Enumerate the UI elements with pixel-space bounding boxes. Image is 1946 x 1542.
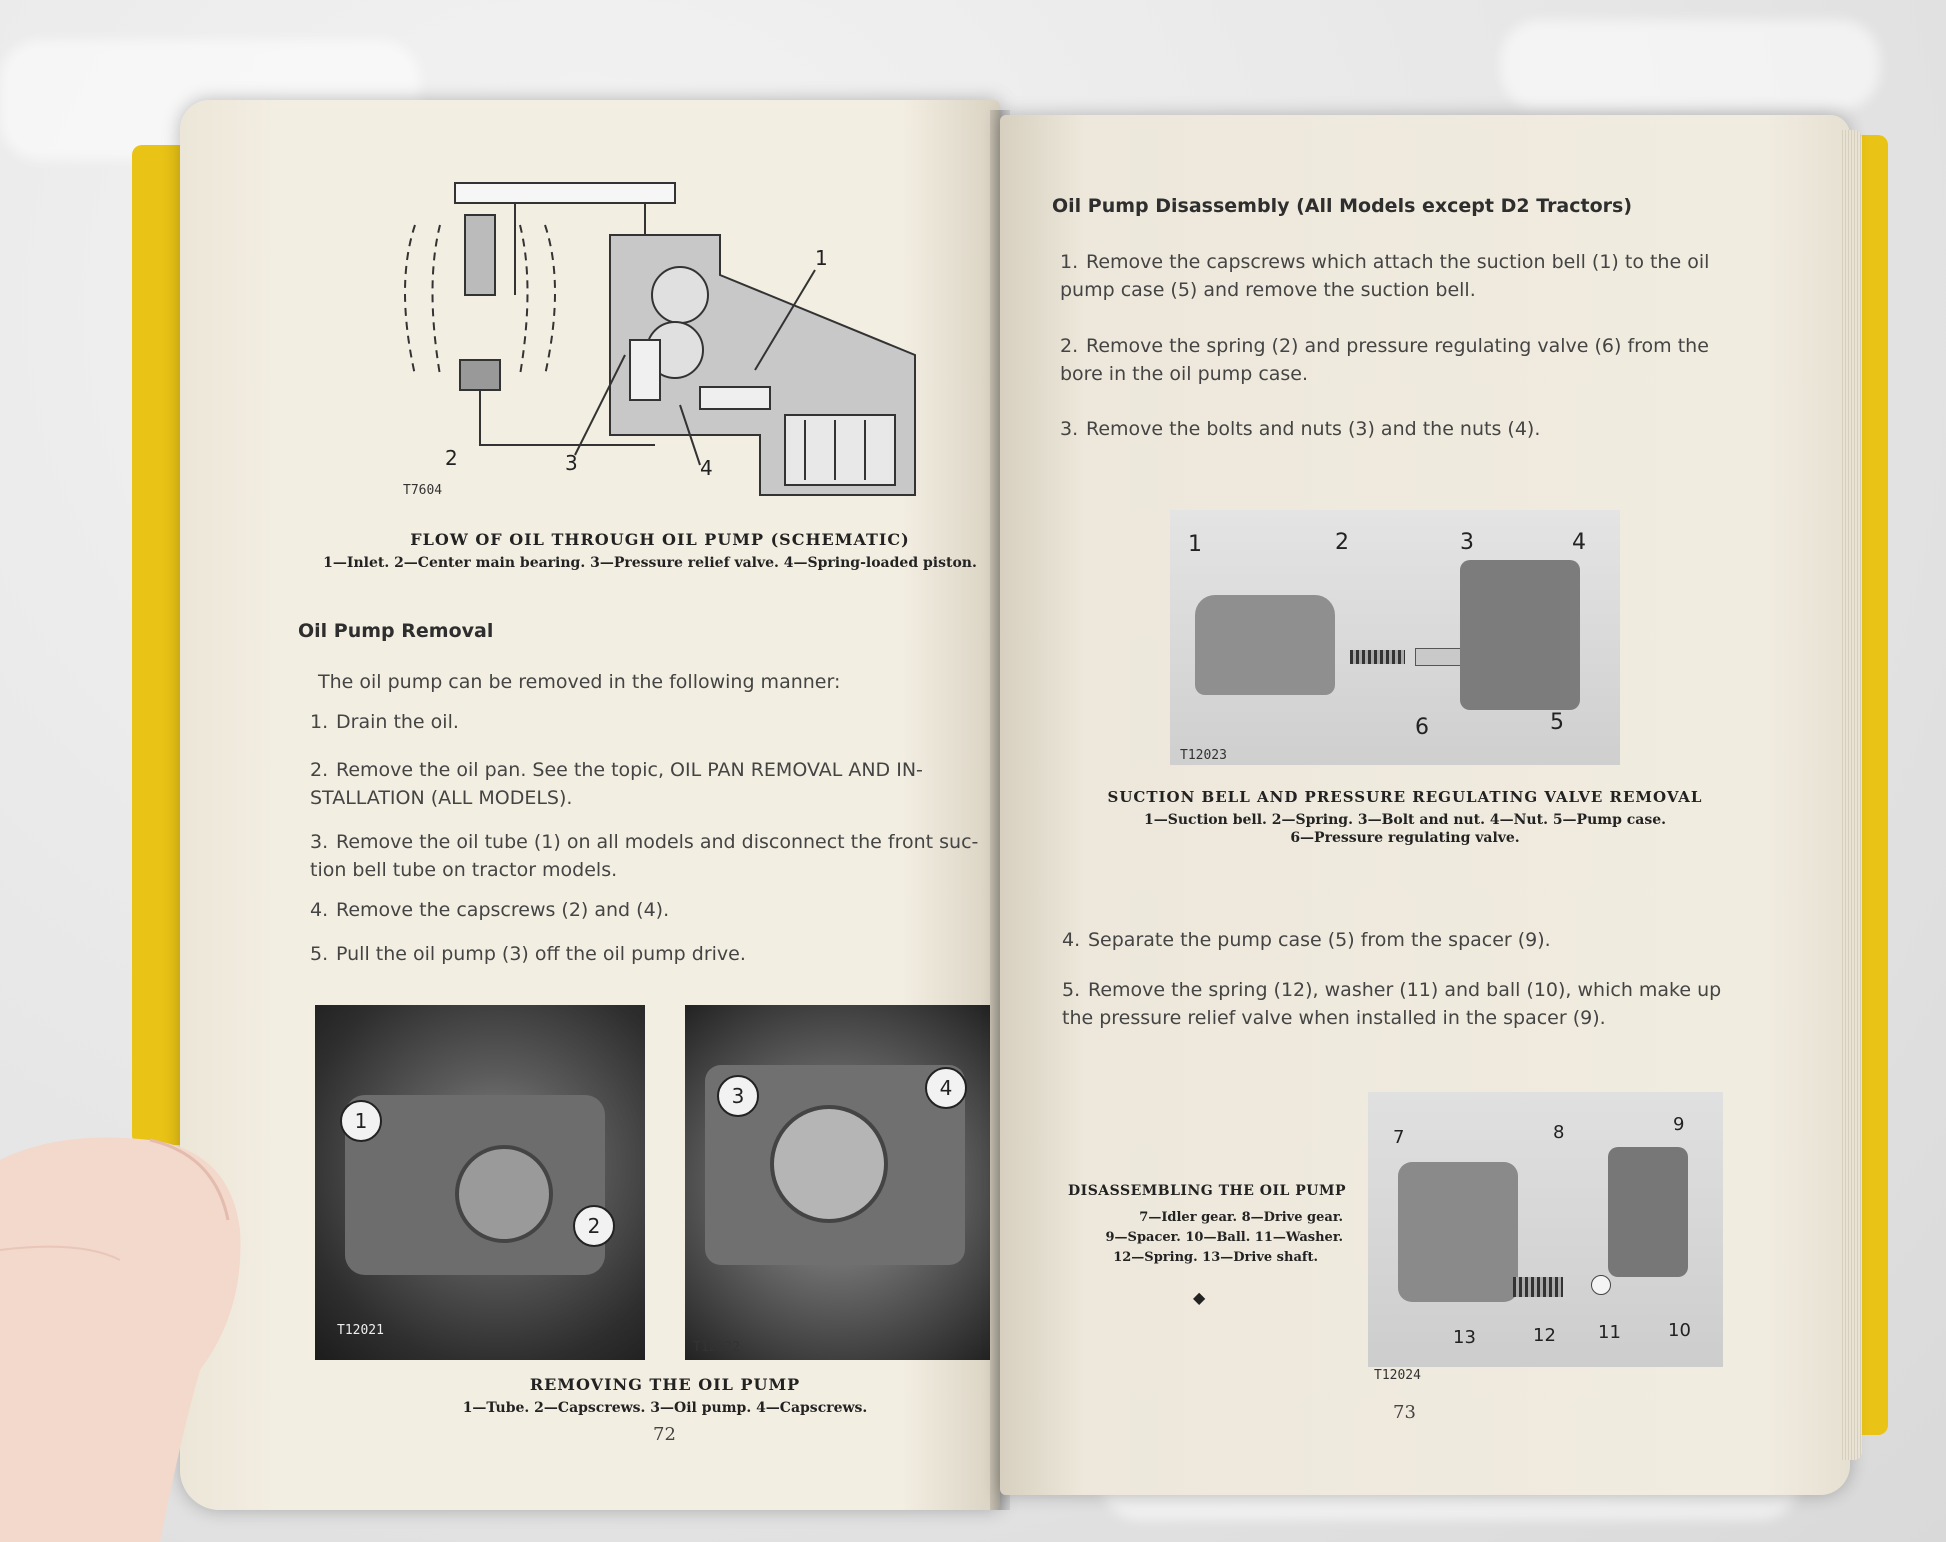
label-13: 13 — [1453, 1327, 1476, 1348]
label-7: 7 — [1393, 1127, 1405, 1148]
photo-removing-pump-2 — [685, 1005, 990, 1360]
label-8: 8 — [1553, 1122, 1565, 1143]
oil-pump-shape — [455, 1145, 553, 1243]
removing-pump-legend: 1—Tube. 2—Capscrews. 3—Oil pump. 4—Capscrews. — [462, 1400, 868, 1416]
disassembly-step-1: 1. Remove the capscrews which attach the suction bell (1) to the oil pump case (5) and remove the suction bell. — [1060, 251, 1710, 301]
schematic-label-4: 4 — [700, 456, 713, 480]
label-1: 1 — [1188, 532, 1202, 557]
callout-1: 1 — [340, 1100, 382, 1142]
page-stack-edge — [1840, 130, 1862, 1460]
oil-flow-schematic — [395, 175, 935, 515]
schematic-legend: 1—Inlet. 2—Center main bearing. 3—Pressure relief valve. 4—Spring-loaded piston. — [323, 555, 977, 571]
disassembling-legend-3: 12—Spring. 13—Drive shaft. — [1113, 1250, 1318, 1265]
removal-step-1: 1. Drain the oil. — [310, 711, 459, 733]
label-6: 6 — [1415, 715, 1429, 740]
schematic-label-2: 2 — [445, 446, 458, 470]
callout-3: 3 — [717, 1075, 759, 1117]
schematic-label-1: 1 — [815, 246, 828, 270]
oil-pump-disassembly-heading: Oil Pump Disassembly (All Models except D2 Tractors) — [1052, 195, 1633, 217]
photo-suction-bell-removal — [1170, 510, 1620, 765]
suction-bell-title: SUCTION BELL AND PRESSURE REGULATING VALVE REMOVAL — [1107, 788, 1703, 806]
spring-shape — [1513, 1277, 1563, 1297]
photo-removing-pump-1 — [315, 1005, 645, 1360]
label-4: 4 — [1572, 530, 1586, 555]
label-2: 2 — [1335, 530, 1349, 555]
page-number-right: 73 — [1393, 1402, 1416, 1423]
valve-shape — [1415, 648, 1462, 666]
label-9: 9 — [1673, 1114, 1685, 1135]
photo-code-2: T12022 — [693, 1340, 740, 1355]
callout-4: 4 — [925, 1067, 967, 1109]
oil-pump-removal-heading: Oil Pump Removal — [298, 620, 494, 642]
suction-bell-legend-2: 6—Pressure regulating valve. — [1290, 830, 1520, 846]
spacer-shape — [1608, 1147, 1688, 1277]
disassembling-title: DISASSEMBLING THE OIL PUMP — [1068, 1183, 1347, 1199]
suction-bell-legend-1: 1—Suction bell. 2—Spring. 3—Bolt and nut. 4—Nut. 5—Pump case. — [1143, 812, 1667, 828]
sheet-fold — [1500, 20, 1880, 110]
label-5: 5 — [1550, 710, 1564, 735]
oil-pump-shape — [770, 1105, 888, 1223]
disassembly-step-4: 4. Separate the pump case (5) from the spacer (9). — [1062, 929, 1551, 951]
removal-step-5: 5. Pull the oil pump (3) off the oil pump drive. — [310, 943, 746, 965]
disassembly-step-3: 3. Remove the bolts and nuts (3) and the nuts (4). — [1060, 418, 1541, 440]
schematic-code: T7604 — [403, 483, 443, 498]
disassembly-step-2: 2. Remove the spring (2) and pressure regulating valve (6) from the bore in the oil pump case. — [1060, 335, 1709, 385]
removal-step-2: 2. Remove the oil pan. See the topic, OIL PAN REMOVAL AND IN-STALLATION (ALL MODELS). — [310, 759, 923, 809]
suction-bell-shape — [1195, 595, 1335, 695]
page-number-left: 72 — [653, 1424, 676, 1445]
photo-disassembling-pump — [1368, 1092, 1723, 1383]
disassembly-step-5: 5. Remove the spring (12), washer (11) and ball (10), which make up the pressure relief valve when installed in the spacer (9). — [1062, 979, 1722, 1029]
schematic-label-3: 3 — [565, 451, 578, 475]
removal-intro: The oil pump can be removed in the following manner: — [318, 671, 841, 693]
label-3: 3 — [1460, 530, 1474, 555]
photo-code-4: T12024 — [1374, 1368, 1421, 1383]
pump-case-shape — [1398, 1162, 1518, 1302]
schematic-title: FLOW OF OIL THROUGH OIL PUMP (SCHEMATIC) — [410, 530, 910, 549]
label-10: 10 — [1668, 1320, 1691, 1341]
label-11: 11 — [1598, 1322, 1621, 1343]
ball-shape — [1591, 1275, 1611, 1295]
hand — [0, 1110, 260, 1542]
label-12: 12 — [1533, 1325, 1556, 1346]
callout-2: 2 — [573, 1205, 615, 1247]
removal-step-3: 3. Remove the oil tube (1) on all models and disconnect the front suc-tion bell tube on tractor models. — [310, 831, 979, 881]
removal-step-4: 4. Remove the capscrews (2) and (4). — [310, 899, 670, 921]
pump-case-shape — [1460, 560, 1580, 710]
spring-shape — [1350, 650, 1405, 664]
photo-code-3: T12023 — [1180, 748, 1227, 763]
photo-code-1: T12021 — [337, 1323, 384, 1338]
diamond-bullet: ◆ — [1193, 1288, 1206, 1307]
disassembling-legend-2: 9—Spacer. 10—Ball. 11—Washer. — [1105, 1230, 1343, 1245]
disassembling-legend-1: 7—Idler gear. 8—Drive gear. — [1139, 1210, 1343, 1225]
removing-pump-title: REMOVING THE OIL PUMP — [529, 1375, 801, 1394]
